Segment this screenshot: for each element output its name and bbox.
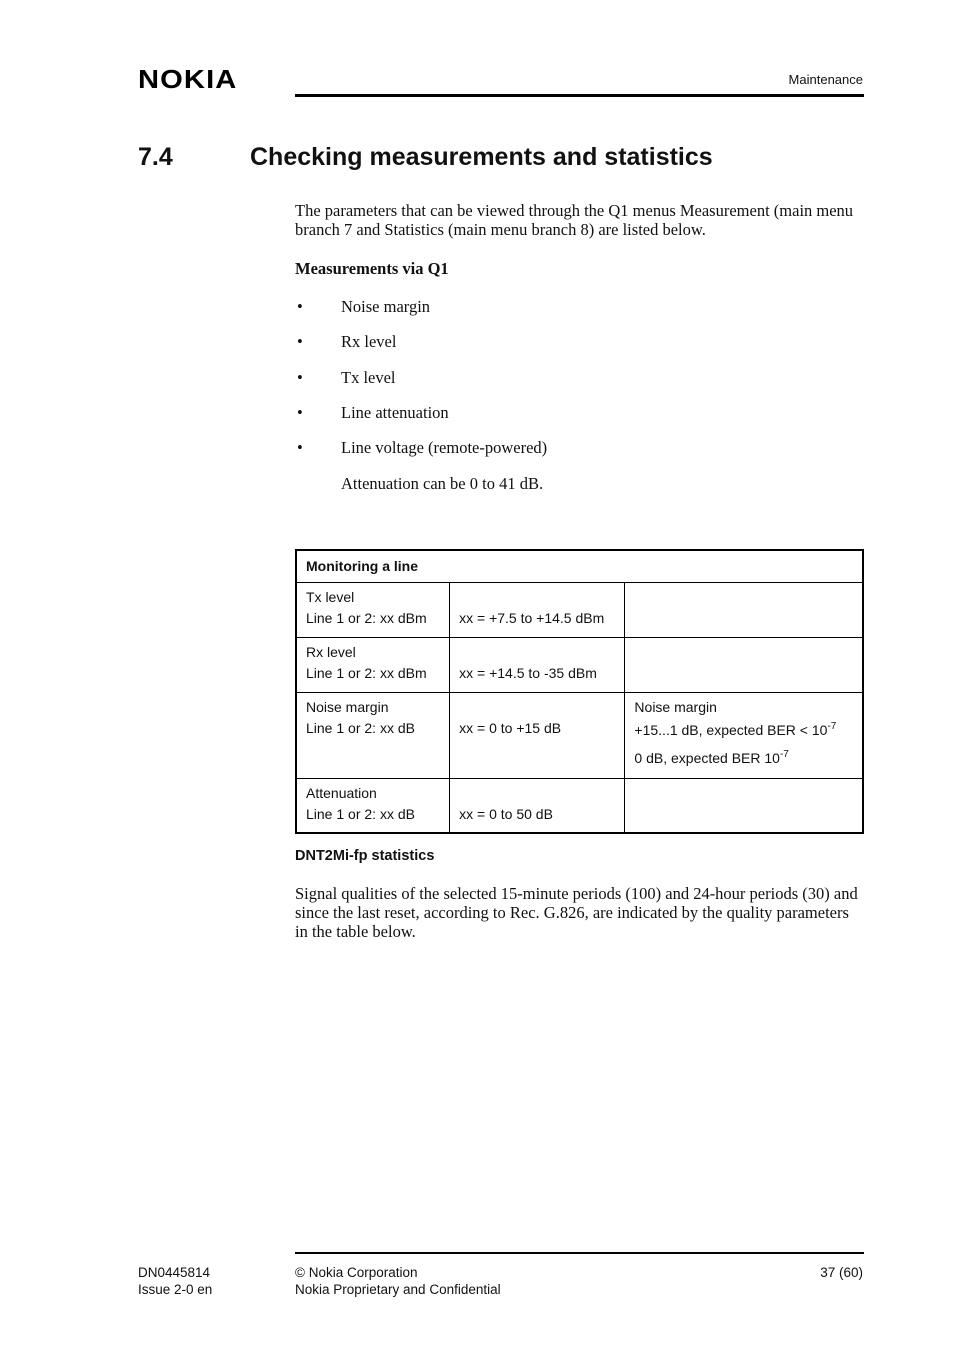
footer-rule [295, 1252, 864, 1254]
param-reading: Line 1 or 2: xx dB [306, 720, 415, 736]
bullet-marker: • [297, 297, 303, 316]
param-name: Rx level [306, 644, 356, 660]
table-title: Monitoring a line [296, 550, 863, 583]
section-title: Checking measurements and statistics [250, 143, 713, 171]
bullet-marker: • [297, 368, 303, 387]
note-exponent: -7 [827, 721, 837, 732]
footer-page-number: 37 (60) [820, 1265, 863, 1280]
param-range: xx = 0 to 50 dB [459, 806, 553, 822]
table-cell [625, 583, 863, 638]
nokia-logo: NOKIA [138, 64, 238, 94]
table-cell [450, 693, 625, 779]
note-line [634, 744, 853, 772]
table-row [296, 583, 863, 638]
table-cell [296, 638, 450, 693]
note-text: 0 dB, expected BER 10 [634, 750, 780, 766]
list-item: Line attenuation [341, 403, 449, 422]
table-cell [296, 693, 450, 779]
table-cell [450, 779, 625, 833]
table-cell [450, 638, 625, 693]
table-cell [625, 638, 863, 693]
param-range: xx = 0 to +15 dB [459, 720, 562, 736]
list-item: Line voltage (remote-powered) [341, 438, 548, 457]
footer-confidential: Nokia Proprietary and Confidential [295, 1282, 501, 1297]
intro-paragraph: The parameters that can be viewed through the Q1 menus Measurement (main menu branch 7 and Statistics (main menu branch 8) are listed below. [295, 201, 854, 239]
footer-copyright: © Nokia Corporation [295, 1265, 418, 1280]
measurements-heading: Measurements via Q1 [295, 259, 449, 278]
bullet-marker: • [297, 438, 303, 457]
table-row [296, 638, 863, 693]
footer-issue: Issue 2-0 en [138, 1282, 213, 1297]
footer-doc-id: DN0445814 [138, 1265, 211, 1280]
section-number: 7.4 [138, 143, 173, 171]
table-row [296, 779, 863, 833]
table-cell [296, 583, 450, 638]
param-name: Tx level [306, 589, 355, 605]
param-reading: Line 1 or 2: xx dBm [306, 665, 427, 681]
header-section-label: Maintenance [788, 72, 863, 87]
note-line [634, 716, 853, 744]
param-range: xx = +14.5 to -35 dBm [459, 665, 597, 681]
list-item: Noise margin [341, 297, 431, 316]
statistics-heading: DNT2Mi-fp statistics [295, 848, 435, 864]
table-cell [625, 779, 863, 833]
param-range: xx = +7.5 to +14.5 dBm [459, 610, 605, 626]
note-exponent: -7 [779, 749, 789, 760]
list-item: Tx level [341, 368, 396, 387]
note-title: Noise margin [634, 699, 717, 715]
param-name: Noise margin [306, 699, 389, 715]
bullet-marker: • [297, 332, 303, 351]
attenuation-note: Attenuation can be 0 to 41 dB. [341, 474, 544, 493]
param-reading: Line 1 or 2: xx dB [306, 806, 415, 822]
header-rule [295, 94, 864, 97]
list-item: Rx level [341, 332, 397, 351]
table-cell [450, 583, 625, 638]
note-text: +15...1 dB, expected BER < 10 [634, 722, 828, 738]
bullet-marker: • [297, 403, 303, 422]
table-header-row [296, 550, 863, 583]
table-cell [625, 693, 863, 779]
param-reading: Line 1 or 2: xx dBm [306, 610, 427, 626]
param-name: Attenuation [306, 785, 377, 801]
table-cell [296, 779, 450, 833]
statistics-paragraph: Signal qualities of the selected 15-minute periods (100) and 24-hour periods (30) and since the last reset, according to Rec. G.826, are indicated by the quality parameters in the table below. [295, 884, 858, 941]
monitoring-table [295, 549, 864, 834]
table-row [296, 693, 863, 779]
